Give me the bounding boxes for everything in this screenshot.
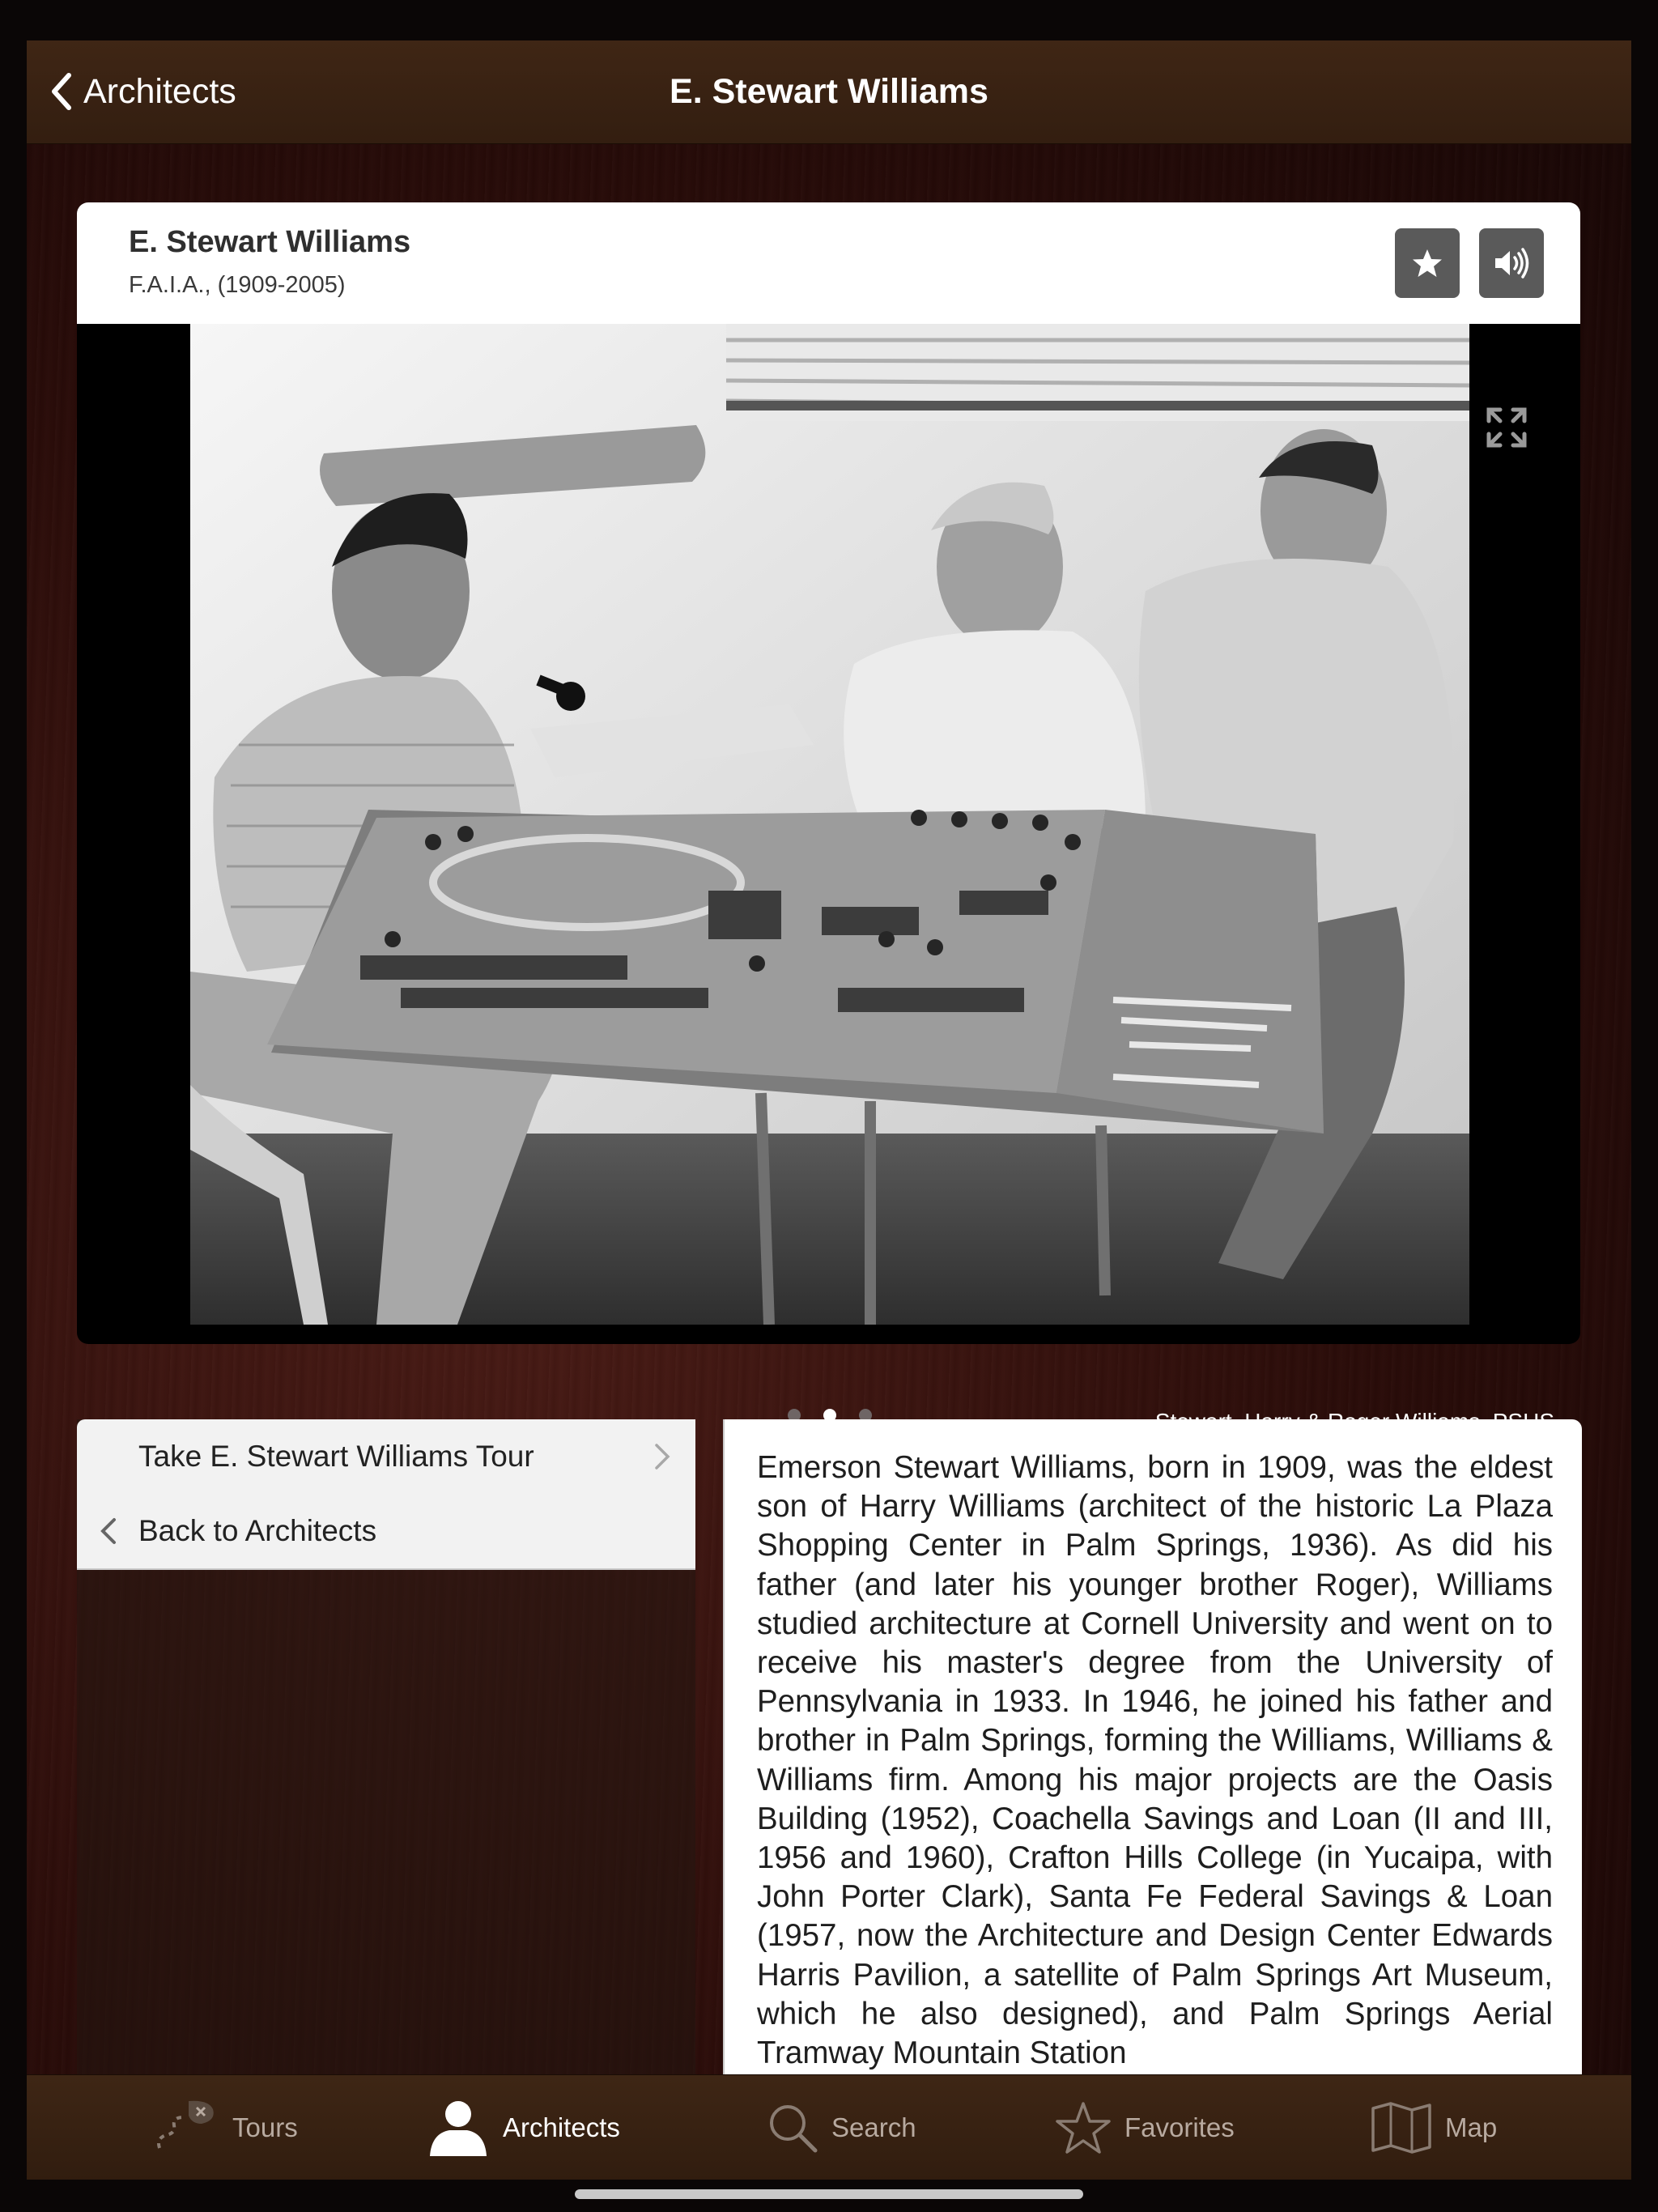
tab-favorites-label: Favorites bbox=[1124, 2112, 1235, 2142]
search-icon bbox=[767, 2102, 818, 2154]
app-window bbox=[27, 40, 1631, 2180]
person-icon bbox=[427, 2099, 490, 2156]
tab-architects[interactable] bbox=[427, 2075, 620, 2180]
biography-text: Emerson Stewart Williams, born in 1909, was the eldest son of Harry Williams (architect of the historic La Plaza Shopping Center in Palm Springs, 1936). As did his father (and later his younger brother Roger), Williams studied architecture at Cornell University and went on to receive his master's degree from the University of Pennsylvania in 1933. In 1946, he joined his father and brother in Palm Springs, forming the Williams, Williams & Williams firm. Among his major projects are the Oasis Building (1952), Coachella Savings and Loan (II and III, 1956 and 1960), Crafton Hills College (in Yucaipa, with John Porter Clark), Santa Fe Federal Savings & Loan (1957, now the Architecture and Design Center Edwards Harris Pavilion, a satellite of Palm Springs Art Museum, which he also designed), and Palm Springs Aerial Tramway Mountain Station bbox=[757, 1450, 1553, 2071]
side-menu bbox=[77, 1419, 695, 2180]
speaker-icon bbox=[1493, 247, 1530, 279]
tab-search[interactable] bbox=[767, 2075, 916, 2180]
biography-panel[interactable] bbox=[723, 1419, 1582, 2180]
architect-card bbox=[77, 202, 1580, 1344]
tab-architects-label: Architects bbox=[503, 2112, 620, 2142]
home-indicator[interactable] bbox=[575, 2189, 1083, 2199]
star-icon bbox=[1055, 2101, 1112, 2155]
audio-button[interactable] bbox=[1479, 228, 1544, 298]
expand-icon[interactable] bbox=[1484, 405, 1529, 450]
favorite-button[interactable] bbox=[1395, 228, 1460, 298]
folded-map-icon bbox=[1371, 2102, 1432, 2154]
card-header bbox=[77, 202, 1580, 324]
star-icon bbox=[1411, 247, 1443, 279]
architect-name: E. Stewart Williams bbox=[129, 225, 411, 259]
navigation-bar bbox=[27, 40, 1631, 144]
back-button-label: Architects bbox=[83, 71, 236, 111]
take-tour-button[interactable] bbox=[77, 1419, 695, 1495]
map-route-icon bbox=[155, 2099, 219, 2156]
chevron-right-icon bbox=[653, 1442, 671, 1471]
tab-bar bbox=[27, 2074, 1631, 2180]
architect-photo[interactable] bbox=[190, 324, 1469, 1325]
tab-map-label: Map bbox=[1445, 2112, 1498, 2142]
back-to-architects-label: Back to Architects bbox=[138, 1514, 377, 1547]
tab-map[interactable] bbox=[1371, 2075, 1497, 2180]
tab-search-label: Search bbox=[831, 2112, 916, 2142]
tab-tours-label: Tours bbox=[232, 2112, 298, 2142]
chevron-left-icon bbox=[100, 1516, 117, 1546]
tab-favorites[interactable] bbox=[1055, 2075, 1235, 2180]
take-tour-label: Take E. Stewart Williams Tour bbox=[138, 1440, 534, 1473]
photo-illustration bbox=[190, 324, 1469, 1325]
back-to-architects-menu-item[interactable] bbox=[77, 1494, 695, 1570]
architect-credentials: F.A.I.A., (1909-2005) bbox=[129, 272, 346, 298]
tab-tours[interactable] bbox=[155, 2075, 298, 2180]
page-title: E. Stewart Williams bbox=[670, 72, 988, 111]
